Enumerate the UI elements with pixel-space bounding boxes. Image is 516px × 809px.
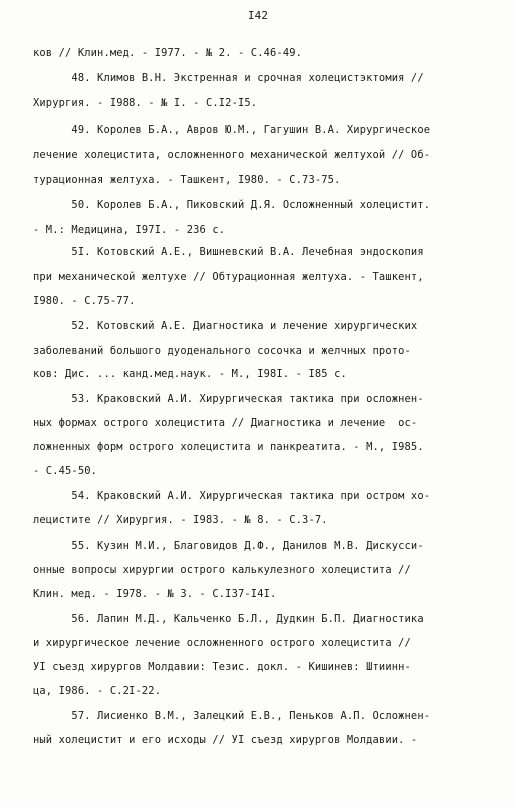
text-line: 54. Краковский А.И. Хирургическая тактика при остром хо- bbox=[33, 490, 431, 502]
text-line: Клин. мед. - I978. - № 3. - С.I37-I4I. bbox=[33, 588, 277, 600]
text-line: - М.: Медицина, I97I. - 236 с. bbox=[33, 224, 226, 236]
text-line: ца, I986. - С.2I-22. bbox=[33, 685, 162, 697]
text-line: 53. Краковский А.И. Хирургическая тактика при осложнен- bbox=[33, 393, 424, 405]
text-line: ков // Клин.мед. - I977. - № 2. - С.46-49. bbox=[33, 47, 303, 59]
text-line: 57. Лисиенко В.М., Залецкий Е.В., Пеньков А.П. Осложнен- bbox=[33, 710, 431, 722]
text-line: 55. Кузин М.И., Благовидов Д.Ф., Данилов М.В. Дискусси- bbox=[33, 540, 424, 552]
text-line: ный холецистит и его исходы // УI съезд хирургов Молдавии. - bbox=[33, 734, 418, 746]
text-line: при механической желтухе // Обтурационная желтуха. - Ташкент, bbox=[33, 271, 424, 283]
text-line: и хирургическое лечение осложненного острого холецистита // bbox=[33, 637, 411, 649]
text-line: онные вопросы хирургии острого калькулезного холецистита // bbox=[33, 564, 411, 576]
text-line: 50. Королев Б.А., Пиковский Д.Я. Осложненный холецистит. bbox=[33, 199, 431, 211]
text-line: лечение холецистита, осложненного механической желтухой // Об- bbox=[33, 149, 431, 161]
text-line: ных формах острого холецистита // Диагностика и лечение ос- bbox=[33, 417, 418, 429]
text-line: УI съезд хирургов Молдавии: Тезис. докл. - Кишинев: Штиинн- bbox=[33, 661, 411, 673]
text-line: - С.45-50. bbox=[33, 465, 98, 477]
text-line: 52. Котовский А.Е. Диагностика и лечение хирургических bbox=[33, 320, 418, 332]
text-line: ков: Дис. ... канд.мед.наук. - М., I98I. - I85 с. bbox=[33, 368, 347, 380]
text-line: 5I. Котовский А.Е., Вишневский В.А. Лечебная эндоскопия bbox=[33, 246, 424, 258]
page-number: I42 bbox=[247, 9, 269, 22]
text-line: I980. - С.75-77. bbox=[33, 295, 136, 307]
text-line: заболеваний большого дуоденального сосочка и желчных прото- bbox=[33, 345, 411, 357]
text-line: Хирургия. - I988. - № I. - С.I2-I5. bbox=[33, 97, 258, 109]
text-line: лецистите // Хирургия. - I983. - № 8. - С.3-7. bbox=[33, 514, 328, 526]
text-line: 49. Королев Б.А., Авров Ю.М., Гагушин В.А. Хирургическое bbox=[33, 124, 431, 136]
text-line: ложненных форм острого холецистита и панкреатита. - М., I985. bbox=[33, 441, 424, 453]
text-line: 56. Лапин М.Д., Кальченко Б.Л., Дудкин Б.П. Диагностика bbox=[33, 613, 424, 625]
text-line: 48. Климов В.Н. Экстренная и срочная холецистэктомия // bbox=[33, 72, 424, 84]
text-line: турационная желтуха. - Ташкент, I980. - С.73-75. bbox=[33, 174, 341, 186]
